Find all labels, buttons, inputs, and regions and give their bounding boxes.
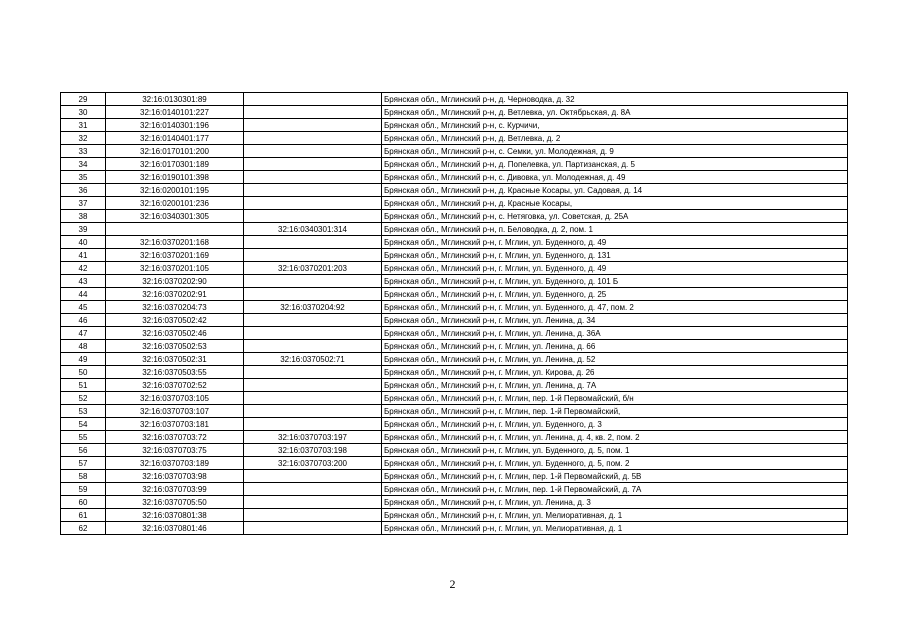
- row-number-cell: 61: [61, 509, 106, 522]
- table-row: [61, 340, 848, 353]
- cadastral-number-cell: 32:16:0170101:200: [106, 145, 244, 158]
- cadastral-number-cell: [106, 223, 244, 236]
- table-row: [61, 327, 848, 340]
- table-row: [61, 275, 848, 288]
- cadastral-number-cell: 32:16:0370201:105: [106, 262, 244, 275]
- address-cell: Брянская обл., Мглинский р-н, г. Мглин, ул. Буденного, д. 3: [382, 418, 848, 431]
- table-row: [61, 171, 848, 184]
- row-number-cell: 58: [61, 470, 106, 483]
- cadastral-number-cell: 32:16:0340301:305: [106, 210, 244, 223]
- row-number-cell: 48: [61, 340, 106, 353]
- table-row: [61, 366, 848, 379]
- secondary-cadastral-number-cell: [244, 379, 382, 392]
- address-cell: Брянская обл., Мглинский р-н, г. Мглин, ул. Ленина, д. 66: [382, 340, 848, 353]
- secondary-cadastral-number-cell: [244, 327, 382, 340]
- row-number-cell: 39: [61, 223, 106, 236]
- address-cell: Брянская обл., Мглинский р-н, г. Мглин, ул. Ленина, д. 7А: [382, 379, 848, 392]
- address-cell: Брянская обл., Мглинский р-н, д. Ветлевка, ул. Октябрьская, д. 8А: [382, 106, 848, 119]
- secondary-cadastral-number-cell: [244, 145, 382, 158]
- address-cell: Брянская обл., Мглинский р-н, г. Мглин, ул. Буденного, д. 47, пом. 2: [382, 301, 848, 314]
- secondary-cadastral-number-cell: [244, 132, 382, 145]
- address-cell: Брянская обл., Мглинский р-н, г. Мглин, пер. 1-й Первомайский, д. 7А: [382, 483, 848, 496]
- table-row: [61, 509, 848, 522]
- cadastral-number-cell: 32:16:0370702:52: [106, 379, 244, 392]
- row-number-cell: 44: [61, 288, 106, 301]
- row-number-cell: 45: [61, 301, 106, 314]
- cadastral-number-cell: 32:16:0370502:46: [106, 327, 244, 340]
- address-cell: Брянская обл., Мглинский р-н, с. Нетяговка, ул. Советская, д. 25А: [382, 210, 848, 223]
- registry-table-body: [61, 93, 848, 535]
- secondary-cadastral-number-cell: [244, 314, 382, 327]
- table-row: [61, 444, 848, 457]
- secondary-cadastral-number-cell: 32:16:0340301:314: [244, 223, 382, 236]
- address-cell: Брянская обл., Мглинский р-н, г. Мглин, ул. Буденного, д. 5, пом. 1: [382, 444, 848, 457]
- table-row: [61, 184, 848, 197]
- row-number-cell: 35: [61, 171, 106, 184]
- cadastral-number-cell: 32:16:0370703:99: [106, 483, 244, 496]
- address-cell: Брянская обл., Мглинский р-н, д. Красные Косары,: [382, 197, 848, 210]
- secondary-cadastral-number-cell: [244, 340, 382, 353]
- cadastral-number-cell: 32:16:0370703:189: [106, 457, 244, 470]
- address-cell: Брянская обл., Мглинский р-н, г. Мглин, ул. Мелиоративная, д. 1: [382, 509, 848, 522]
- cadastral-number-cell: 32:16:0370703:75: [106, 444, 244, 457]
- cadastral-number-cell: 32:16:0200101:236: [106, 197, 244, 210]
- table-row: [61, 483, 848, 496]
- address-cell: Брянская обл., Мглинский р-н, г. Мглин, ул. Буденного, д. 25: [382, 288, 848, 301]
- row-number-cell: 53: [61, 405, 106, 418]
- cadastral-number-cell: 32:16:0370201:169: [106, 249, 244, 262]
- row-number-cell: 32: [61, 132, 106, 145]
- address-cell: Брянская обл., Мглинский р-н, г. Мглин, пер. 1-й Первомайский, б/н: [382, 392, 848, 405]
- table-row: [61, 197, 848, 210]
- row-number-cell: 36: [61, 184, 106, 197]
- cadastral-number-cell: 32:16:0370204:73: [106, 301, 244, 314]
- address-cell: Брянская обл., Мглинский р-н, г. Мглин, ул. Буденного, д. 49: [382, 262, 848, 275]
- row-number-cell: 37: [61, 197, 106, 210]
- secondary-cadastral-number-cell: [244, 249, 382, 262]
- row-number-cell: 50: [61, 366, 106, 379]
- address-cell: Брянская обл., Мглинский р-н, д. Ветлевка, д. 2: [382, 132, 848, 145]
- cadastral-number-cell: 32:16:0370703:107: [106, 405, 244, 418]
- table-row: [61, 496, 848, 509]
- address-cell: Брянская обл., Мглинский р-н, с. Семки, ул. Молодежная, д. 9: [382, 145, 848, 158]
- row-number-cell: 33: [61, 145, 106, 158]
- secondary-cadastral-number-cell: 32:16:0370201:203: [244, 262, 382, 275]
- secondary-cadastral-number-cell: [244, 496, 382, 509]
- address-cell: Брянская обл., Мглинский р-н, п. Беловодка, д. 2, пом. 1: [382, 223, 848, 236]
- secondary-cadastral-number-cell: [244, 509, 382, 522]
- row-number-cell: 59: [61, 483, 106, 496]
- row-number-cell: 38: [61, 210, 106, 223]
- secondary-cadastral-number-cell: [244, 405, 382, 418]
- cadastral-number-cell: 32:16:0200101:195: [106, 184, 244, 197]
- cadastral-number-cell: 32:16:0370703:98: [106, 470, 244, 483]
- row-number-cell: 56: [61, 444, 106, 457]
- row-number-cell: 31: [61, 119, 106, 132]
- secondary-cadastral-number-cell: [244, 275, 382, 288]
- table-row: [61, 418, 848, 431]
- table-row: [61, 223, 848, 236]
- row-number-cell: 46: [61, 314, 106, 327]
- secondary-cadastral-number-cell: [244, 106, 382, 119]
- table-row: [61, 106, 848, 119]
- address-cell: Брянская обл., Мглинский р-н, г. Мглин, ул. Буденного, д. 49: [382, 236, 848, 249]
- secondary-cadastral-number-cell: [244, 184, 382, 197]
- address-cell: Брянская обл., Мглинский р-н, г. Мглин, пер. 1-й Первомайский, д. 5В: [382, 470, 848, 483]
- address-cell: Брянская обл., Мглинский р-н, г. Мглин, ул. Буденного, д. 5, пом. 2: [382, 457, 848, 470]
- row-number-cell: 60: [61, 496, 106, 509]
- row-number-cell: 30: [61, 106, 106, 119]
- secondary-cadastral-number-cell: 32:16:0370703:200: [244, 457, 382, 470]
- table-row: [61, 353, 848, 366]
- table-row: [61, 145, 848, 158]
- cadastral-number-cell: 32:16:0140101:227: [106, 106, 244, 119]
- table-row: [61, 379, 848, 392]
- address-cell: Брянская обл., Мглинский р-н, г. Мглин, ул. Кирова, д. 26: [382, 366, 848, 379]
- address-cell: Брянская обл., Мглинский р-н, г. Мглин, ул. Ленина, д. 34: [382, 314, 848, 327]
- cadastral-number-cell: 32:16:0370502:53: [106, 340, 244, 353]
- row-number-cell: 62: [61, 522, 106, 535]
- address-cell: Брянская обл., Мглинский р-н, с. Курчичи,: [382, 119, 848, 132]
- secondary-cadastral-number-cell: 32:16:0370502:71: [244, 353, 382, 366]
- cadastral-number-cell: 32:16:0140301:196: [106, 119, 244, 132]
- address-cell: Брянская обл., Мглинский р-н, д. Черноводка, д. 32: [382, 93, 848, 106]
- table-row: [61, 288, 848, 301]
- address-cell: Брянская обл., Мглинский р-н, г. Мглин, ул. Буденного, д. 101 Б: [382, 275, 848, 288]
- row-number-cell: 55: [61, 431, 106, 444]
- secondary-cadastral-number-cell: [244, 236, 382, 249]
- cadastral-number-cell: 32:16:0370201:168: [106, 236, 244, 249]
- table-row: [61, 301, 848, 314]
- secondary-cadastral-number-cell: [244, 522, 382, 535]
- secondary-cadastral-number-cell: 32:16:0370204:92: [244, 301, 382, 314]
- row-number-cell: 51: [61, 379, 106, 392]
- cadastral-number-cell: 32:16:0370202:90: [106, 275, 244, 288]
- address-cell: Брянская обл., Мглинский р-н, с. Дивовка, ул. Молодежная, д. 49: [382, 171, 848, 184]
- row-number-cell: 54: [61, 418, 106, 431]
- table-row: [61, 93, 848, 106]
- cadastral-number-cell: 32:16:0370703:72: [106, 431, 244, 444]
- table-row: [61, 249, 848, 262]
- row-number-cell: 57: [61, 457, 106, 470]
- row-number-cell: 41: [61, 249, 106, 262]
- row-number-cell: 52: [61, 392, 106, 405]
- cadastral-number-cell: 32:16:0370703:181: [106, 418, 244, 431]
- secondary-cadastral-number-cell: [244, 483, 382, 496]
- table-row: [61, 262, 848, 275]
- table-row: [61, 236, 848, 249]
- row-number-cell: 29: [61, 93, 106, 106]
- table-row: [61, 314, 848, 327]
- page-number: 2: [449, 577, 456, 591]
- secondary-cadastral-number-cell: [244, 418, 382, 431]
- secondary-cadastral-number-cell: [244, 93, 382, 106]
- address-cell: Брянская обл., Мглинский р-н, г. Мглин, ул. Ленина, д. 36А: [382, 327, 848, 340]
- address-cell: Брянская обл., Мглинский р-н, г. Мглин, ул. Мелиоративная, д. 1: [382, 522, 848, 535]
- table-row: [61, 119, 848, 132]
- secondary-cadastral-number-cell: [244, 288, 382, 301]
- secondary-cadastral-number-cell: [244, 366, 382, 379]
- secondary-cadastral-number-cell: 32:16:0370703:197: [244, 431, 382, 444]
- table-row: [61, 132, 848, 145]
- cadastral-number-cell: 32:16:0130301:89: [106, 93, 244, 106]
- table-row: [61, 522, 848, 535]
- address-cell: Брянская обл., Мглинский р-н, г. Мглин, ул. Ленина, д. 4, кв. 2, пом. 2: [382, 431, 848, 444]
- secondary-cadastral-number-cell: [244, 197, 382, 210]
- secondary-cadastral-number-cell: 32:16:0370703:198: [244, 444, 382, 457]
- table-row: [61, 431, 848, 444]
- secondary-cadastral-number-cell: [244, 470, 382, 483]
- address-cell: Брянская обл., Мглинский р-н, г. Мглин, ул. Ленина, д. 52: [382, 353, 848, 366]
- row-number-cell: 42: [61, 262, 106, 275]
- property-registry-table: [60, 92, 848, 535]
- row-number-cell: 34: [61, 158, 106, 171]
- cadastral-number-cell: 32:16:0370703:105: [106, 392, 244, 405]
- cadastral-number-cell: 32:16:0190101:398: [106, 171, 244, 184]
- table-row: [61, 158, 848, 171]
- secondary-cadastral-number-cell: [244, 119, 382, 132]
- cadastral-number-cell: 32:16:0170301:189: [106, 158, 244, 171]
- table-row: [61, 470, 848, 483]
- cadastral-number-cell: 32:16:0370801:38: [106, 509, 244, 522]
- row-number-cell: 43: [61, 275, 106, 288]
- cadastral-number-cell: 32:16:0370502:31: [106, 353, 244, 366]
- table-row: [61, 210, 848, 223]
- secondary-cadastral-number-cell: [244, 158, 382, 171]
- secondary-cadastral-number-cell: [244, 392, 382, 405]
- cadastral-number-cell: 32:16:0140401:177: [106, 132, 244, 145]
- secondary-cadastral-number-cell: [244, 171, 382, 184]
- row-number-cell: 47: [61, 327, 106, 340]
- cadastral-number-cell: 32:16:0370202:91: [106, 288, 244, 301]
- cadastral-number-cell: 32:16:0370705:50: [106, 496, 244, 509]
- cadastral-number-cell: 32:16:0370801:46: [106, 522, 244, 535]
- cadastral-number-cell: 32:16:0370503:55: [106, 366, 244, 379]
- address-cell: Брянская обл., Мглинский р-н, г. Мглин, ул. Буденного, д. 131: [382, 249, 848, 262]
- address-cell: Брянская обл., Мглинский р-н, д. Попелевка, ул. Партизанская, д. 5: [382, 158, 848, 171]
- table-row: [61, 405, 848, 418]
- address-cell: Брянская обл., Мглинский р-н, г. Мглин, пер. 1-й Первомайский,: [382, 405, 848, 418]
- address-cell: Брянская обл., Мглинский р-н, д. Красные Косары, ул. Садовая, д. 14: [382, 184, 848, 197]
- table-row: [61, 457, 848, 470]
- row-number-cell: 40: [61, 236, 106, 249]
- table-row: [61, 392, 848, 405]
- address-cell: Брянская обл., Мглинский р-н, г. Мглин, ул. Ленина, д. 3: [382, 496, 848, 509]
- secondary-cadastral-number-cell: [244, 210, 382, 223]
- cadastral-number-cell: 32:16:0370502:42: [106, 314, 244, 327]
- row-number-cell: 49: [61, 353, 106, 366]
